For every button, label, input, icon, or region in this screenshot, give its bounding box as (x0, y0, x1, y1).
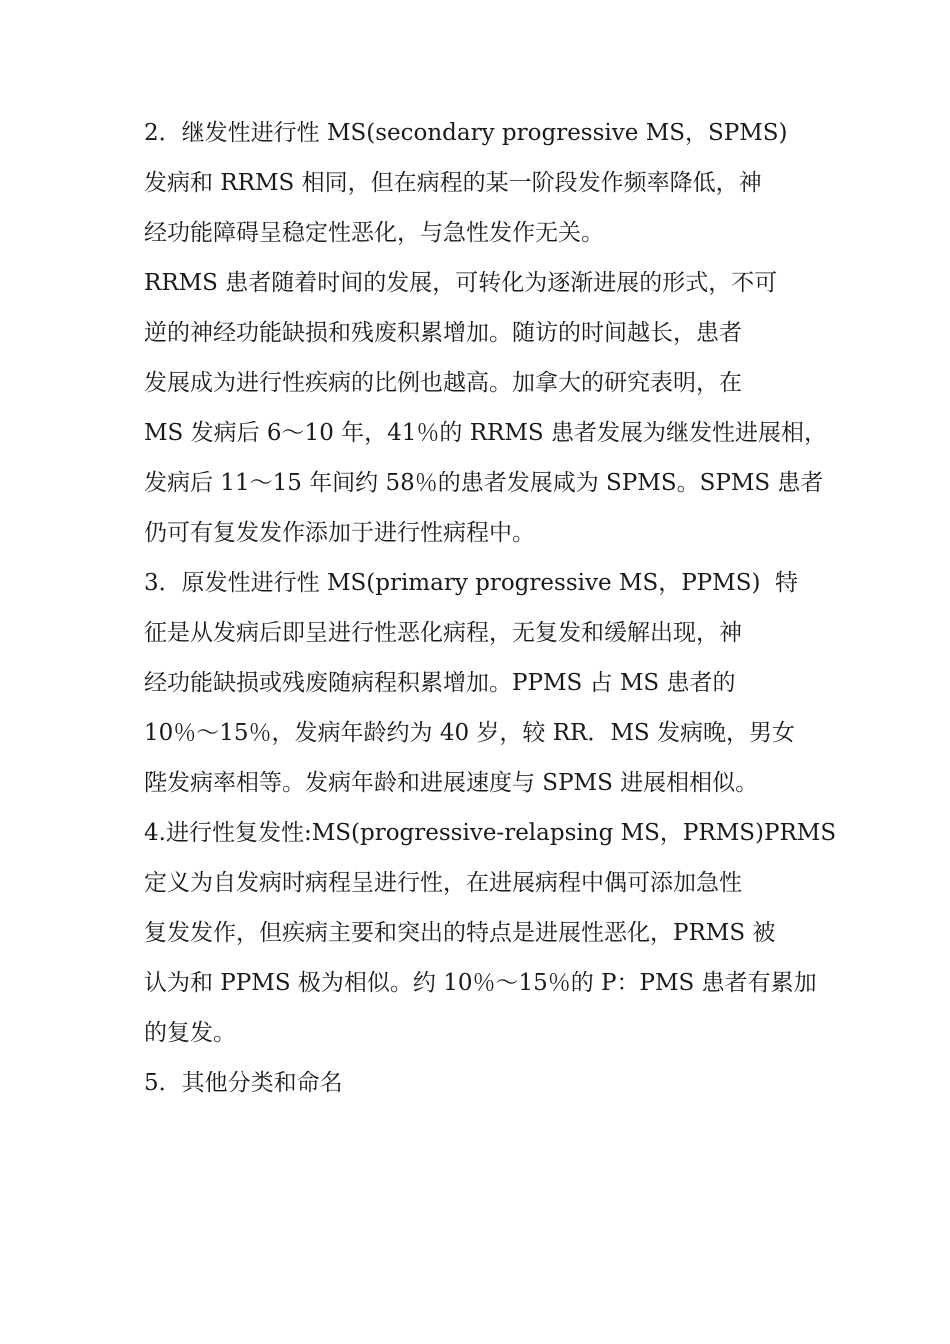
text-line: 3．原发性进行性 MS(primary progressive MS，PPMS) 特 (144, 570, 799, 596)
text-line: 发病和 RRMS 相同，但在病程的某一阶段发作频率降低，神 (144, 170, 762, 196)
text-line: RRMS 患者随着时间的发展，可转化为逐渐进展的形式，不可 (144, 270, 778, 296)
text-line: 复发发作，但疾病主要和突出的特点是进展性恶化，PRMS 被 (144, 920, 776, 946)
text-line: MS 发病后 6～10 年，41％的 RRMS 患者发展为继发性进展相， (144, 420, 827, 446)
text-line: 认为和 PPMS 极为相似。约 10％～15％的 P：PMS 患者有累加 (144, 970, 817, 996)
document-body (144, 108, 837, 1108)
text-line: 经功能障碍呈稳定性恶化，与急性发作无关。 (144, 220, 604, 246)
text-line: 征是从发病后即呈进行性恶化病程，无复发和缓解出现，神 (144, 620, 742, 646)
text-line: 的复发。 (144, 1020, 236, 1046)
text-line: 仍可有复发发作添加于进行性病程中。 (144, 520, 535, 546)
text-line: 陛发病率相等。发病年龄和进展速度与 SPMS 进展相相似。 (144, 770, 759, 796)
text-line: 定义为自发病时病程呈进行性，在进展病程中偶可添加急性 (144, 870, 742, 896)
text-line: 逆的神经功能缺损和残废积累增加。随访的时间越长，患者 (144, 320, 742, 346)
text-line: 经功能缺损或残废随病程积累增加。PPMS 占 MS 患者的 (144, 670, 736, 696)
text-line: 发展成为进行性疾病的比例也越高。加拿大的研究表明，在 (144, 370, 742, 396)
text-line: 4.进行性复发性:MS(progressive-relapsing MS，PRMS)PRMS (144, 820, 837, 846)
text-line: 10％～15％，发病年龄约为 40 岁，较 RR．MS 发病晚，男女 (144, 720, 795, 746)
text-line: 2．继发性进行性 MS(secondary progressive MS，SPMS) (144, 120, 788, 146)
text-line: 5．其他分类和命名 (144, 1070, 343, 1096)
text-line: 发病后 11～15 年间约 58％的患者发展咸为 SPMS。SPMS 患者 (144, 470, 824, 496)
